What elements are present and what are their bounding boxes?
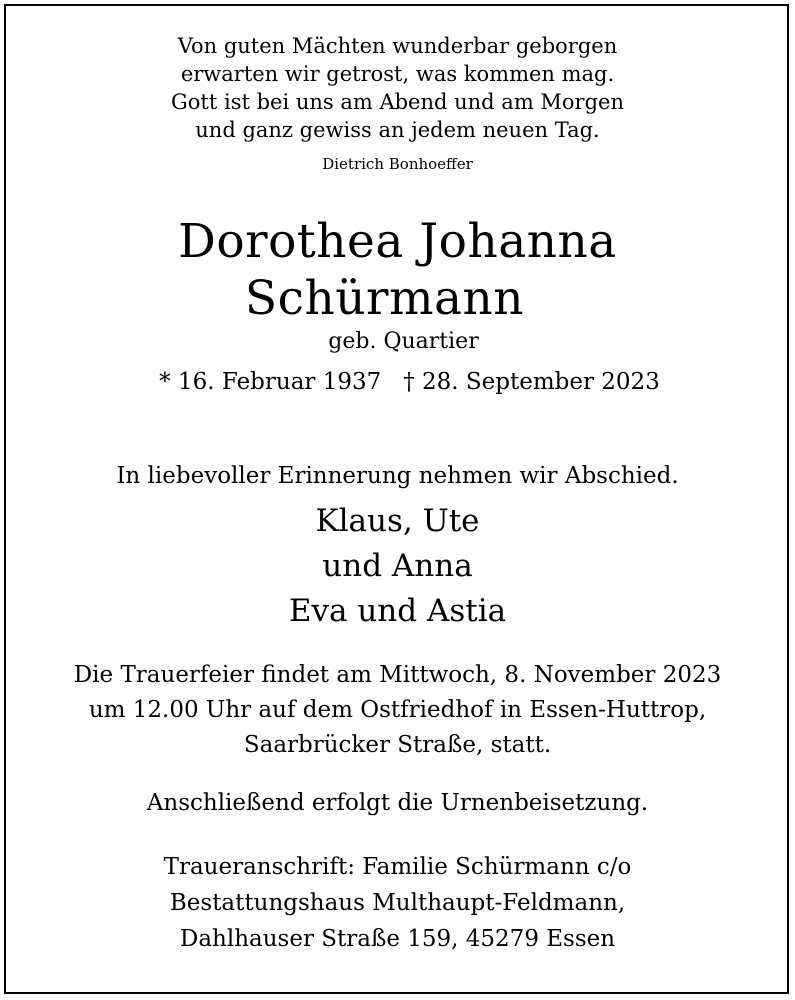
address-line-1: Traueranschrift: Familie Schürmann c/o [163,854,632,880]
mourner-line-3: Eva und Astia [288,593,507,629]
farewell-text: In liebevoller Erinnerung nehmen wir Abschied. [116,463,679,489]
poem-line-3: Gott ist bei uns am Abend und am Morgen [171,90,624,114]
poem-line-1: Von guten Mächten wunderbar geborgen [177,34,618,58]
service-line-1: Die Trauerfeier findet am Mittwoch, 8. November 2023 [73,662,722,688]
service-line-2: um 12.00 Uhr auf dem Ostfriedhof in Essen-Huttrop, [88,697,707,723]
burial-note: Anschließend erfolgt die Urnenbeisetzung. [146,790,649,816]
birth-name: geb. Quartier [328,329,479,354]
obituary-border [4,4,789,994]
life-dates: * 16. Februar 1937 † 28. September 2023 [159,369,660,395]
poem-line-4: und ganz gewiss an jedem neuen Tag. [195,118,600,142]
mourner-line-2: und Anna [322,548,473,584]
poem-author: Dietrich Bonhoeffer [322,155,473,173]
poem-line-2: erwarten wir getrost, was kommen mag. [180,62,615,86]
deceased-name-line-1: Dorothea Johanna [178,214,617,269]
service-line-3: Saarbrücker Straße, statt. [243,732,552,758]
address-line-2: Bestattungshaus Multhaupt-Feldmann, [169,890,626,916]
deceased-name-line-2: Schürmann [244,271,525,326]
address-line-3: Dahlhauser Straße 159, 45279 Essen [179,926,616,952]
mourner-line-1: Klaus, Ute [315,503,480,539]
